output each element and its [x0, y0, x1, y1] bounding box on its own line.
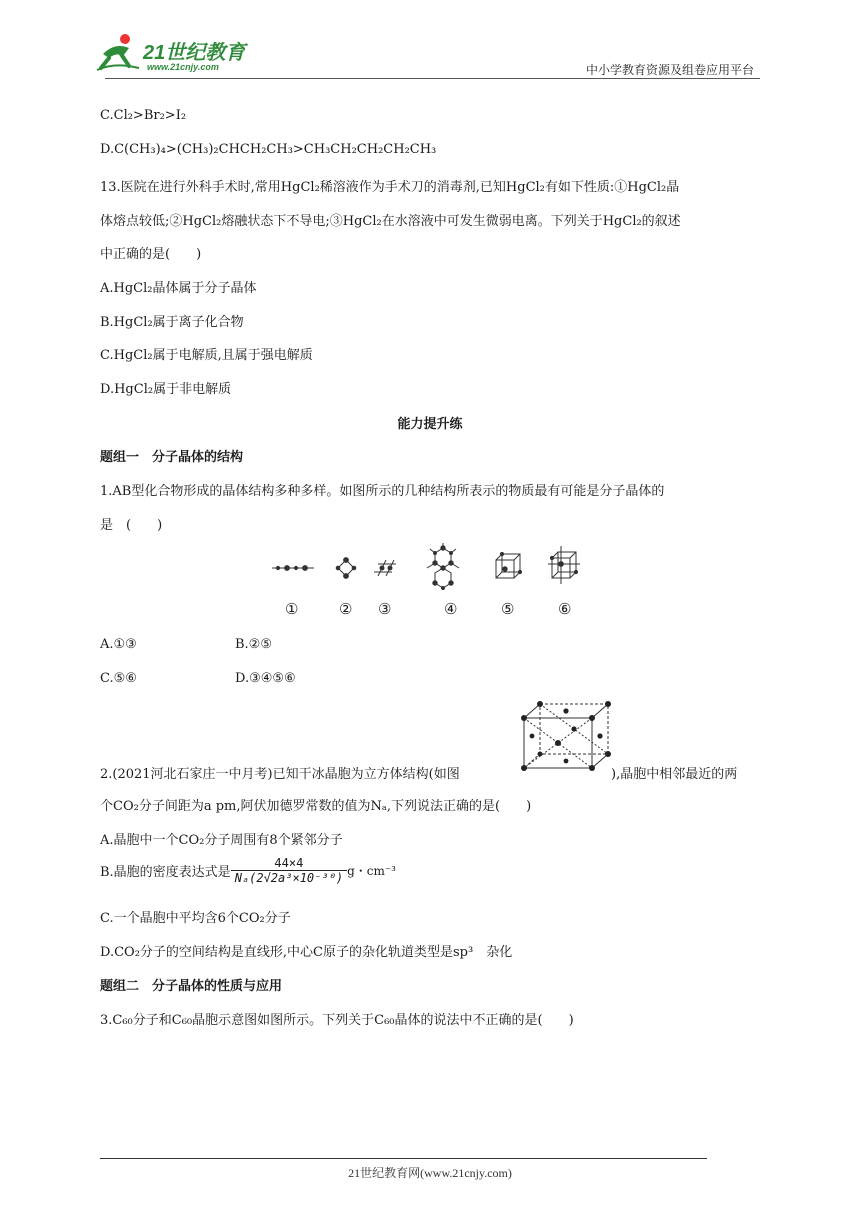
p2-option-a: A.晶胞中一个CO₂分子周围有8个紧邻分子	[100, 833, 343, 848]
footer-text: 21世纪教育网(www.21cnjy.com)	[348, 1166, 512, 1180]
structure-5	[496, 552, 522, 578]
q12-option-d: D.C(CH₃)₄>(CH₃)₂CHCH₂CH₃>CH₃CH₂CH₂CH₂CH₃	[100, 142, 437, 157]
p2-option-c: C.一个晶胞中平均含6个CO₂分子	[100, 911, 291, 926]
density-numerator: 44×4	[274, 856, 304, 870]
p1-stem-line2: 是 ( )	[100, 518, 163, 533]
structure-label-3: ③	[378, 600, 392, 618]
p1-option-d: D.③④⑤⑥	[235, 671, 296, 686]
q13-stem-line1: 13.医院在进行外科手术时,常用HgCl₂稀溶液作为手术刀的消毒剂,已知HgCl₂有如下性质:①HgCl₂晶	[100, 180, 680, 195]
dry-ice-unit-cell-figure	[518, 698, 614, 772]
p1-option-b: B.②⑤	[235, 637, 272, 652]
density-denominator: Nₐ(2√2a³×10⁻³⁰)	[231, 870, 347, 885]
q13-option-d: D.HgCl₂属于非电解质	[100, 382, 232, 397]
p2-stem-line1-suffix: ),晶胞中相邻最近的两	[611, 767, 738, 782]
crystal-structures-figure	[268, 542, 588, 592]
structure-label-6: ⑥	[558, 600, 572, 618]
p2-stem-line1-prefix: 2.(2021河北石家庄一中月考)已知干冰晶胞为立方体结构(如图	[100, 767, 460, 782]
structure-1	[272, 566, 314, 571]
density-fraction	[231, 856, 347, 885]
density-unit: g・cm⁻³	[347, 864, 396, 878]
structure-label-5: ⑤	[501, 600, 515, 618]
structure-label-1: ①	[285, 600, 299, 618]
p1-option-a: A.①③	[100, 637, 137, 652]
group2-heading: 题组二 分子晶体的性质与应用	[100, 978, 283, 993]
footer-divider	[100, 1158, 707, 1159]
logo-url: www.21cnjy.com	[147, 62, 219, 72]
q13-option-c: C.HgCl₂属于电解质,且属于强电解质	[100, 348, 313, 363]
platform-name: 中小学教育资源及组卷应用平台	[585, 63, 754, 77]
p3-stem-line1: 3.C₆₀分子和C₆₀晶胞示意图如图所示。下列关于C₆₀晶体的说法中不正确的是( )	[100, 1013, 574, 1028]
structure-label-2: ②	[339, 600, 353, 618]
header-divider	[105, 78, 760, 79]
p2-option-b-prefix: B.晶胞的密度表达式是	[100, 865, 231, 880]
logo-text: 21世纪教育	[143, 42, 246, 64]
q13-stem-line3: 中正确的是( )	[100, 247, 202, 262]
structure-2	[336, 558, 356, 579]
structure-3	[374, 560, 396, 576]
section-title: 能力提升练	[397, 416, 463, 431]
header	[95, 28, 760, 80]
p2-option-d: D.CO₂分子的空间结构是直线形,中心C原子的杂化轨道类型是sp³ 杂化	[100, 945, 513, 960]
q13-stem-line2: 体熔点较低;②HgCl₂熔融状态下不导电;③HgCl₂在水溶液中可发生微弱电离。下列关于HgCl₂的叙述	[100, 214, 681, 229]
p2-stem-line2: 个CO₂分子间距为a pm,阿伏加德罗常数的值为Nₐ,下列说法正确的是( )	[100, 799, 532, 814]
q12-option-c: C.Cl₂>Br₂>I₂	[100, 108, 187, 123]
structure-label-4: ④	[444, 600, 458, 618]
logo-runner-icon	[95, 32, 141, 72]
structure-6	[548, 546, 580, 584]
p2-option-b	[100, 856, 396, 885]
p1-stem-line1: 1.AB型化合物形成的晶体结构多种多样。如图所示的几种结构所表示的物质最有可能是分子晶体的	[100, 484, 665, 499]
p1-option-c: C.⑤⑥	[100, 671, 137, 686]
structure-4	[427, 543, 459, 590]
group1-heading: 题组一 分子晶体的结构	[100, 449, 244, 464]
q13-option-b: B.HgCl₂属于离子化合物	[100, 315, 244, 330]
q13-option-a: A.HgCl₂晶体属于分子晶体	[100, 281, 257, 296]
